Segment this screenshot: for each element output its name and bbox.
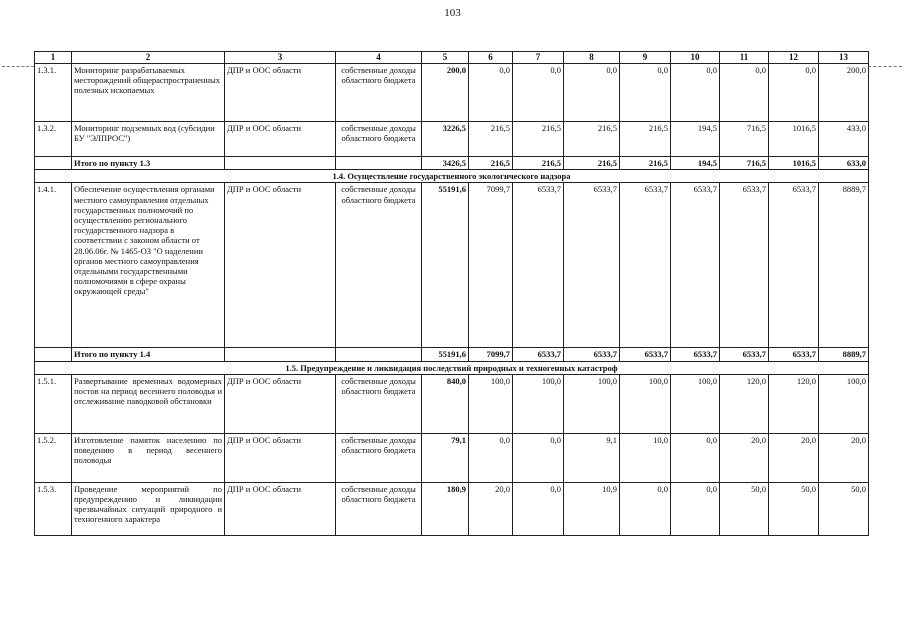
value-cell: 9,1 xyxy=(564,433,620,482)
value-cell: 0,0 xyxy=(469,433,513,482)
value-cell: 0,0 xyxy=(513,433,564,482)
value-total: 3226,5 xyxy=(422,122,469,157)
value-cell: 716,5 xyxy=(720,122,769,157)
item-description: Мониторинг подземных вод (субсидии БУ "ЭЛПРОС") xyxy=(72,122,225,157)
value-total: 200,0 xyxy=(422,64,469,122)
value-cell: 10,9 xyxy=(564,482,620,535)
subtotal-value: 216,5 xyxy=(564,157,620,170)
subtotal-value: 6533,7 xyxy=(513,348,564,361)
item-executor: ДПР и ООС области xyxy=(225,482,336,535)
column-header: 11 xyxy=(720,52,769,64)
item-description: Изготовление памяток населению по поведению в период весеннего половодья xyxy=(72,433,225,482)
subtotal-label: Итого по пункту 1.4 xyxy=(72,348,225,361)
value-cell: 7099,7 xyxy=(469,183,513,348)
value-cell: 216,5 xyxy=(469,122,513,157)
subtotal-row xyxy=(35,348,869,361)
column-number-row xyxy=(35,52,869,64)
value-cell: 0,0 xyxy=(620,64,671,122)
column-header: 7 xyxy=(513,52,564,64)
empty-cell xyxy=(35,157,72,170)
subtotal-label: Итого по пункту 1.3 xyxy=(72,157,225,170)
value-cell: 100,0 xyxy=(513,374,564,433)
value-cell: 20,0 xyxy=(769,433,819,482)
value-cell: 50,0 xyxy=(819,482,869,535)
item-description: Развертывание временных водомерных постов на период весеннего половодья и отслеживание паводковой обстановки xyxy=(72,374,225,433)
value-cell: 200,0 xyxy=(819,64,869,122)
column-header: 5 xyxy=(422,52,469,64)
table-row xyxy=(35,433,869,482)
item-funding-source: собственные доходы областного бюджета xyxy=(336,374,422,433)
value-cell: 6533,7 xyxy=(671,183,720,348)
item-executor: ДПР и ООС области xyxy=(225,433,336,482)
table-row xyxy=(35,482,869,535)
item-code: 1.4.1. xyxy=(35,183,72,348)
item-description: Мониторинг разрабатываемых месторождений общераспространенных полезных ископаемых xyxy=(72,64,225,122)
section-header-row xyxy=(35,170,869,183)
empty-cell xyxy=(225,348,336,361)
empty-cell xyxy=(35,348,72,361)
value-cell: 6533,7 xyxy=(720,183,769,348)
subtotal-row xyxy=(35,157,869,170)
page-number: 103 xyxy=(444,7,461,19)
value-cell: 10,0 xyxy=(620,433,671,482)
item-description: Проведение мероприятий по предупреждению и ликвидации чрезвычайных ситуаций природного и техногенного характера xyxy=(72,482,225,535)
value-cell: 120,0 xyxy=(720,374,769,433)
empty-cell xyxy=(336,157,422,170)
value-total: 180,9 xyxy=(422,482,469,535)
subtotal-value: 6533,7 xyxy=(720,348,769,361)
subtotal-value: 194,5 xyxy=(671,157,720,170)
value-cell: 6533,7 xyxy=(620,183,671,348)
column-header: 4 xyxy=(336,52,422,64)
column-header: 6 xyxy=(469,52,513,64)
value-cell: 0,0 xyxy=(513,482,564,535)
subtotal-value: 55191,6 xyxy=(422,348,469,361)
value-cell: 6533,7 xyxy=(769,183,819,348)
column-header: 9 xyxy=(620,52,671,64)
item-funding-source: собственные доходы областного бюджета xyxy=(336,122,422,157)
subtotal-value: 216,5 xyxy=(620,157,671,170)
value-cell: 120,0 xyxy=(769,374,819,433)
column-header: 13 xyxy=(819,52,869,64)
column-header: 10 xyxy=(671,52,720,64)
value-cell: 0,0 xyxy=(720,64,769,122)
value-cell: 0,0 xyxy=(671,64,720,122)
subtotal-value: 6533,7 xyxy=(769,348,819,361)
table-row xyxy=(35,183,869,348)
subtotal-value: 216,5 xyxy=(513,157,564,170)
subtotal-value: 8889,7 xyxy=(819,348,869,361)
item-funding-source: собственные доходы областного бюджета xyxy=(336,482,422,535)
value-cell: 0,0 xyxy=(469,64,513,122)
value-cell: 1016,5 xyxy=(769,122,819,157)
item-code: 1.5.3. xyxy=(35,482,72,535)
section-title: 1.4. Осуществление государственного экологического надзора xyxy=(35,170,869,183)
column-header: 2 xyxy=(72,52,225,64)
column-header: 12 xyxy=(769,52,819,64)
value-cell: 20,0 xyxy=(469,482,513,535)
empty-cell xyxy=(225,157,336,170)
value-total: 840,0 xyxy=(422,374,469,433)
value-cell: 433,0 xyxy=(819,122,869,157)
subtotal-value: 633,0 xyxy=(819,157,869,170)
value-cell: 0,0 xyxy=(769,64,819,122)
value-cell: 100,0 xyxy=(620,374,671,433)
subtotal-value: 7099,7 xyxy=(469,348,513,361)
value-cell: 6533,7 xyxy=(513,183,564,348)
value-cell: 194,5 xyxy=(671,122,720,157)
value-cell: 50,0 xyxy=(769,482,819,535)
table-row xyxy=(35,64,869,122)
subtotal-value: 6533,7 xyxy=(671,348,720,361)
column-header: 8 xyxy=(564,52,620,64)
item-funding-source: собственные доходы областного бюджета xyxy=(336,433,422,482)
value-cell: 0,0 xyxy=(620,482,671,535)
value-cell: 216,5 xyxy=(513,122,564,157)
value-cell: 6533,7 xyxy=(564,183,620,348)
value-total: 55191,6 xyxy=(422,183,469,348)
value-cell: 216,5 xyxy=(620,122,671,157)
table-row xyxy=(35,122,869,157)
value-cell: 100,0 xyxy=(671,374,720,433)
cut-line-right xyxy=(868,66,902,67)
value-cell: 100,0 xyxy=(469,374,513,433)
value-cell: 100,0 xyxy=(564,374,620,433)
column-header: 3 xyxy=(225,52,336,64)
value-cell: 0,0 xyxy=(671,482,720,535)
item-code: 1.5.1. xyxy=(35,374,72,433)
value-cell: 0,0 xyxy=(671,433,720,482)
item-description: Обеспечение осуществления органами местного самоуправления отдельных государственных полномочий по осуществлению регионального государственного надзора в соответствии с законом области от 28.06.06г. № 1465-ОЗ "О наделении органов местного самоуправления отдельными государственными полномочиями в сфере охраны окружающей среды" xyxy=(72,183,225,348)
value-cell: 100,0 xyxy=(819,374,869,433)
section-header-row xyxy=(35,361,869,374)
subtotal-value: 216,5 xyxy=(469,157,513,170)
value-cell: 0,0 xyxy=(564,64,620,122)
value-cell: 50,0 xyxy=(720,482,769,535)
item-executor: ДПР и ООС области xyxy=(225,122,336,157)
value-cell: 8889,7 xyxy=(819,183,869,348)
value-cell: 0,0 xyxy=(513,64,564,122)
value-cell: 20,0 xyxy=(720,433,769,482)
subtotal-value: 3426,5 xyxy=(422,157,469,170)
cut-line-left xyxy=(2,66,34,67)
subtotal-value: 716,5 xyxy=(720,157,769,170)
subtotal-value: 1016,5 xyxy=(769,157,819,170)
item-code: 1.3.1. xyxy=(35,64,72,122)
item-code: 1.3.2. xyxy=(35,122,72,157)
table-row xyxy=(35,374,869,433)
item-executor: ДПР и ООС области xyxy=(225,183,336,348)
item-funding-source: собственные доходы областного бюджета xyxy=(336,64,422,122)
empty-cell xyxy=(336,348,422,361)
budget-table xyxy=(34,51,869,536)
subtotal-value: 6533,7 xyxy=(620,348,671,361)
value-cell: 216,5 xyxy=(564,122,620,157)
item-funding-source: собственные доходы областного бюджета xyxy=(336,183,422,348)
value-total: 79,1 xyxy=(422,433,469,482)
subtotal-value: 6533,7 xyxy=(564,348,620,361)
item-executor: ДПР и ООС области xyxy=(225,374,336,433)
column-header: 1 xyxy=(35,52,72,64)
item-code: 1.5.2. xyxy=(35,433,72,482)
section-title: 1.5. Предупреждение и ликвидация последствий природных и техногенных катастроф xyxy=(35,361,869,374)
item-executor: ДПР и ООС области xyxy=(225,64,336,122)
value-cell: 20,0 xyxy=(819,433,869,482)
